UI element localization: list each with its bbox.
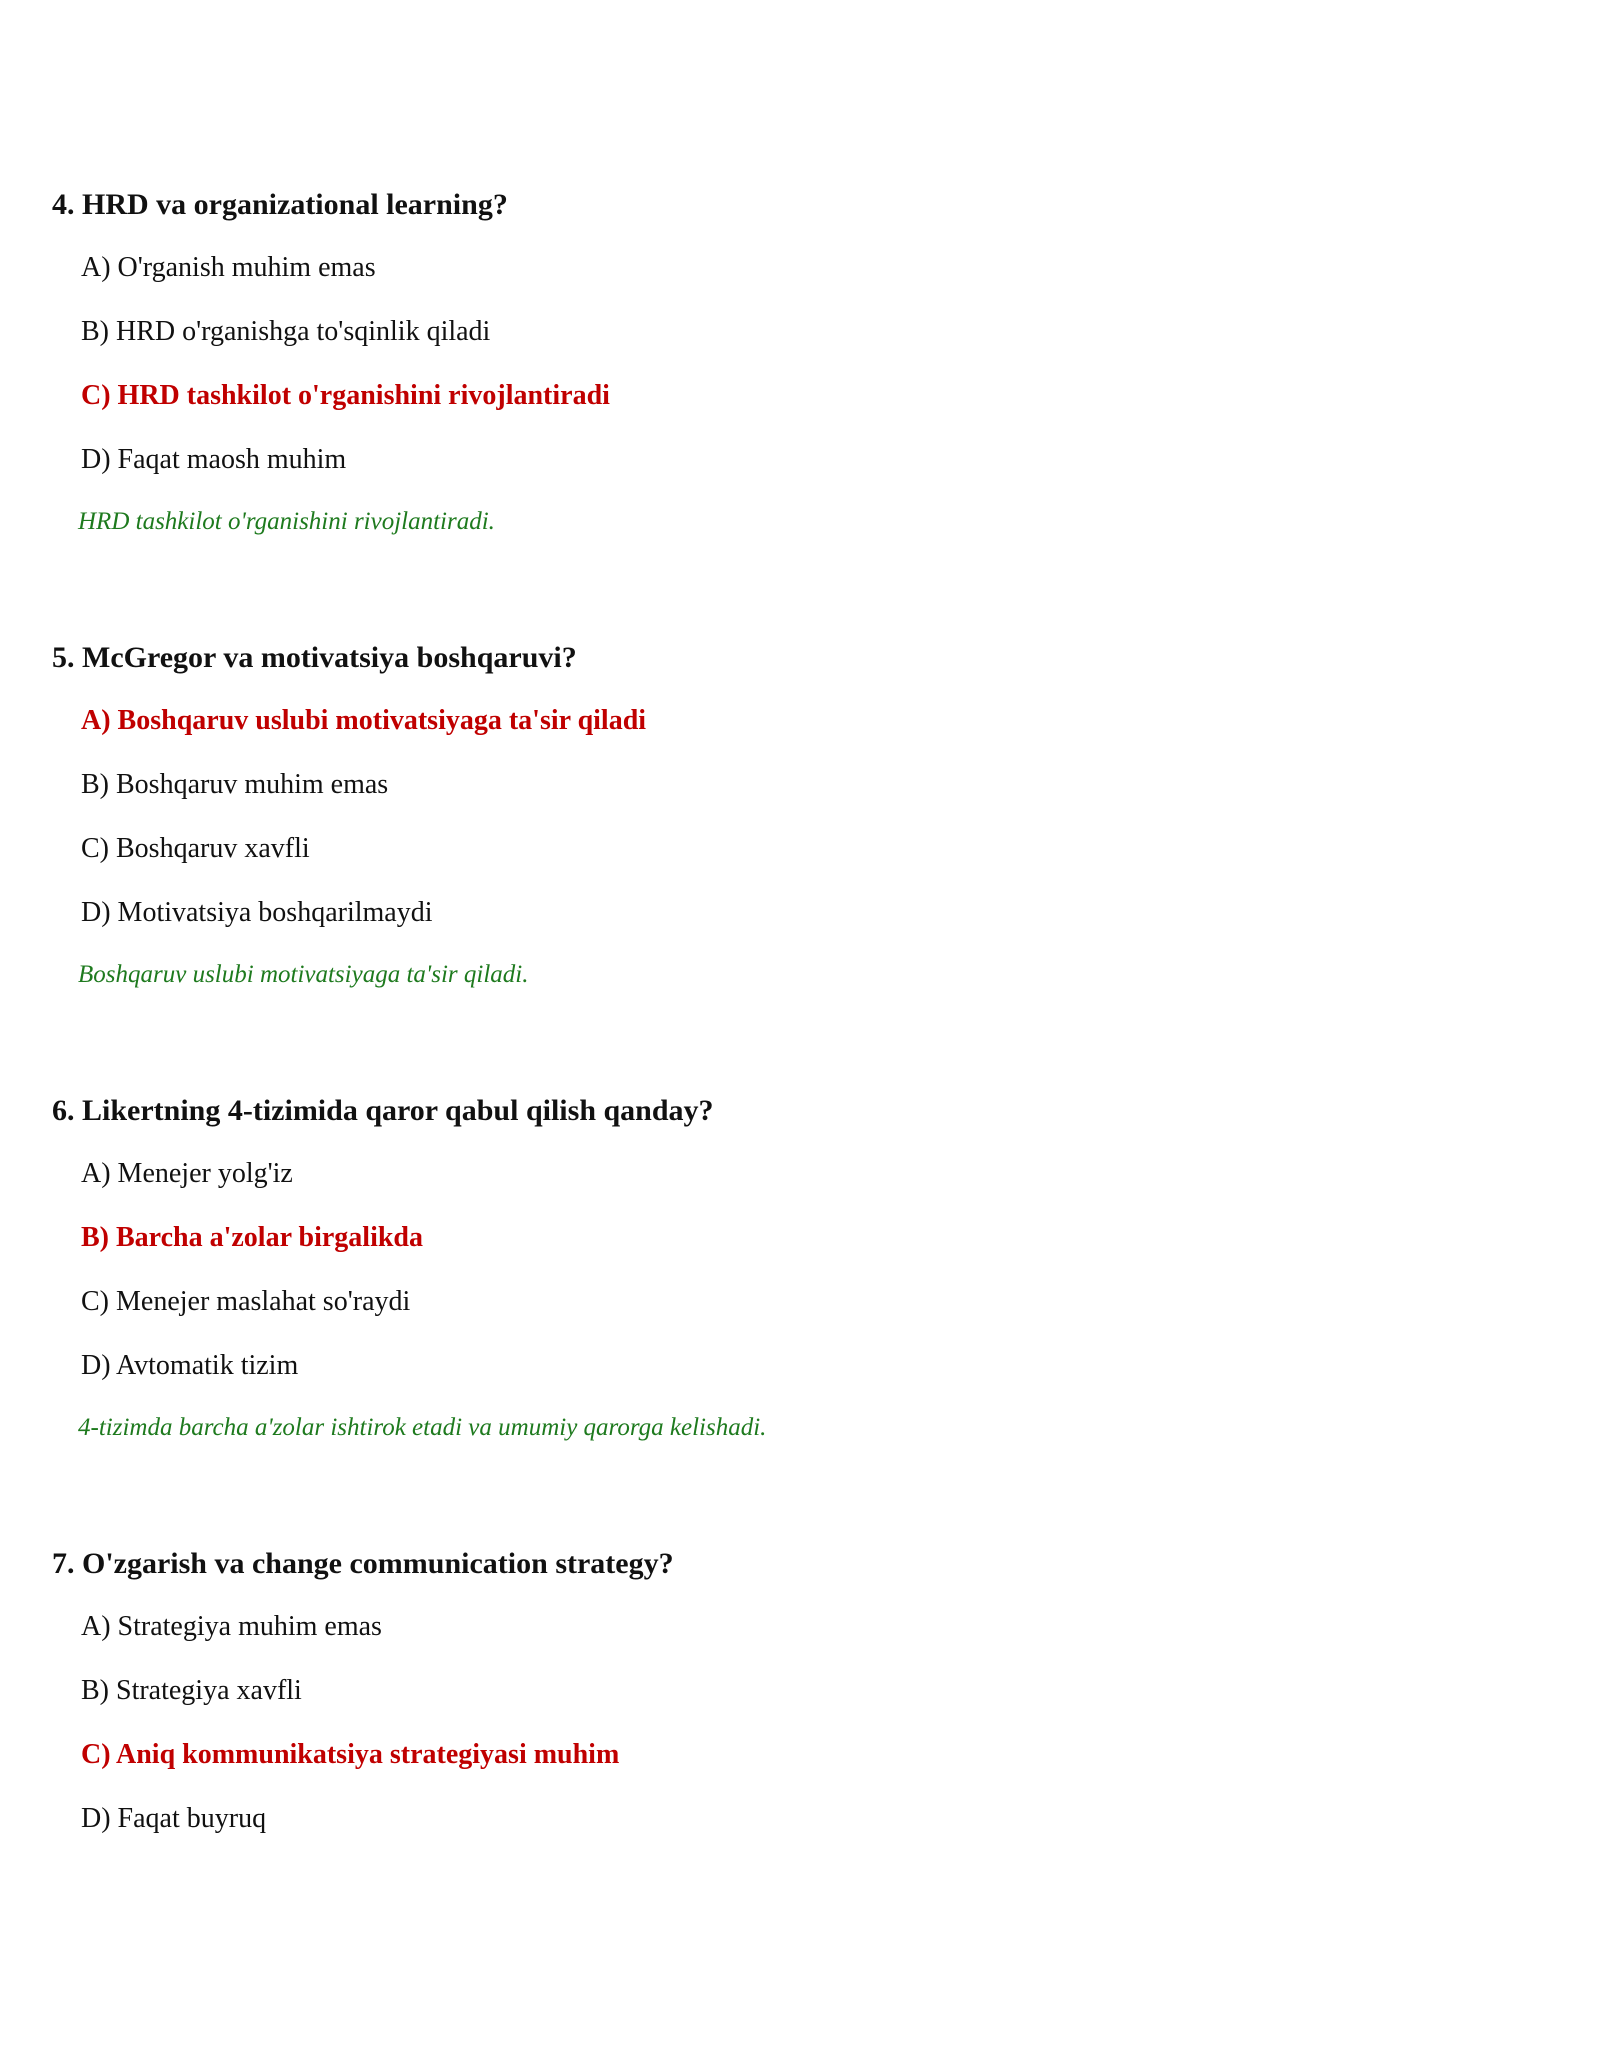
question-title: 4. HRD va organizational learning? — [52, 188, 508, 221]
option-d: D) Faqat buyruq — [81, 1803, 267, 1834]
option-b: B) Boshqaruv muhim emas — [81, 769, 389, 800]
option-a: A) Menejer yolg'iz — [81, 1158, 293, 1189]
answer-explanation: 4-tizimda barcha a'zolar ishtirok etadi va umumiy qarorga kelishadi. — [78, 1414, 767, 1441]
option-b-correct: B) Barcha a'zolar birgalikda — [81, 1222, 423, 1253]
question-title: 5. McGregor va motivatsiya boshqaruvi? — [52, 641, 577, 674]
question-title: 7. O'zgarish va change communication strategy? — [52, 1547, 674, 1580]
question-title: 6. Likertning 4-tizimida qaror qabul qilish qanday? — [52, 1094, 714, 1127]
option-c: C) Menejer maslahat so'raydi — [81, 1286, 411, 1317]
answer-explanation: HRD tashkilot o'rganishini rivojlantiradi. — [78, 508, 495, 535]
option-c-correct: C) Aniq kommunikatsiya strategiyasi muhim — [81, 1739, 620, 1770]
option-d: D) Avtomatik tizim — [81, 1350, 299, 1381]
option-d: D) Motivatsiya boshqarilmaydi — [81, 897, 433, 928]
answer-explanation: Boshqaruv uslubi motivatsiyaga ta'sir qiladi. — [78, 961, 529, 988]
option-c-correct: C) HRD tashkilot o'rganishini rivojlantiradi — [81, 380, 610, 411]
option-b: B) HRD o'rganishga to'sqinlik qiladi — [81, 316, 491, 347]
option-b: B) Strategiya xavfli — [81, 1675, 302, 1706]
option-d: D) Faqat maosh muhim — [81, 444, 347, 475]
option-c: C) Boshqaruv xavfli — [81, 833, 310, 864]
option-a-correct: A) Boshqaruv uslubi motivatsiyaga ta'sir qiladi — [81, 705, 647, 736]
option-a: A) Strategiya muhim emas — [81, 1611, 382, 1642]
option-a: A) O'rganish muhim emas — [81, 252, 376, 283]
